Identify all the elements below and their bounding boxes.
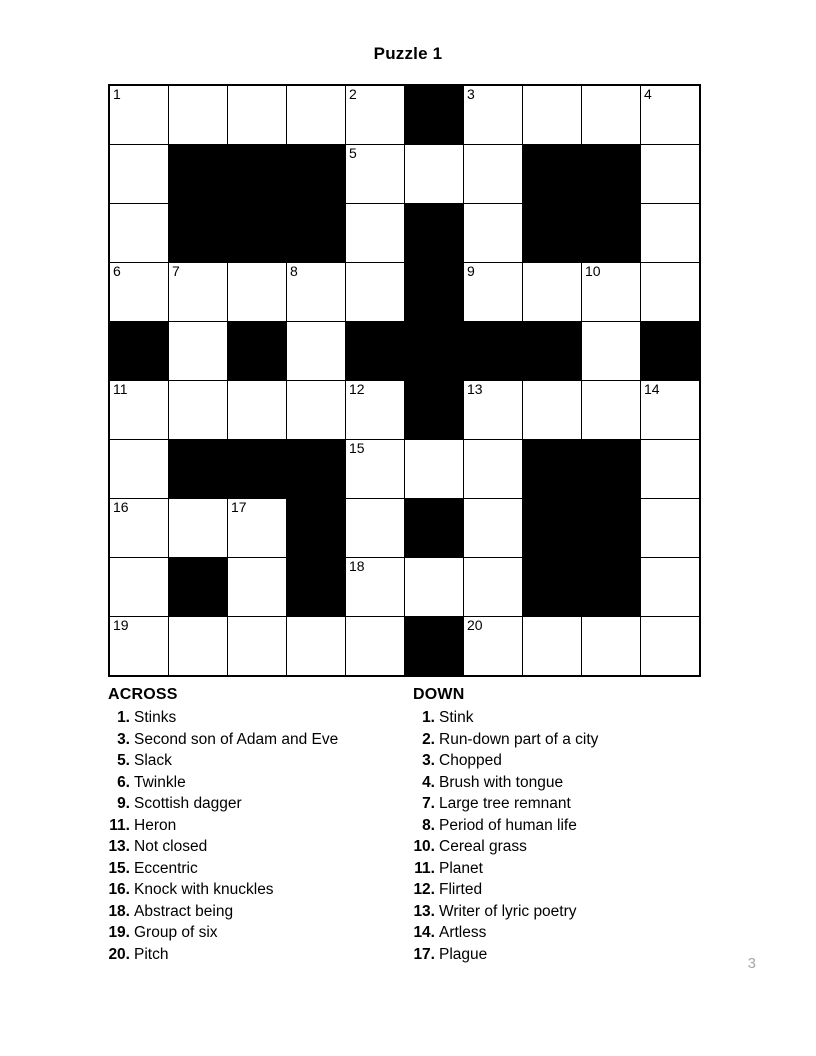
grid-cell-open[interactable]	[109, 499, 169, 558]
grid-cell-open[interactable]	[287, 85, 346, 145]
grid-cell-block	[287, 440, 346, 499]
grid-row	[109, 381, 700, 440]
grid-cell-block	[405, 322, 464, 381]
grid-cell-open[interactable]	[109, 558, 169, 617]
grid-cell-open[interactable]	[109, 617, 169, 677]
clue-number: 1.	[117, 709, 130, 726]
clue-text: Flirted	[439, 881, 483, 898]
grid-cell-open[interactable]	[228, 499, 287, 558]
grid-cell-open[interactable]	[346, 263, 405, 322]
clue-number: 1.	[422, 709, 435, 726]
page-title: Puzzle 1	[373, 44, 443, 63]
clue-number: 10.	[413, 838, 435, 855]
clue-item	[413, 750, 713, 772]
clue-item	[108, 944, 408, 966]
grid-cell-block	[405, 204, 464, 263]
grid-cell-open[interactable]	[641, 263, 701, 322]
clue-number: 4.	[422, 773, 435, 791]
grid-cell-open[interactable]	[109, 440, 169, 499]
clue-item	[413, 922, 713, 944]
clue-item	[108, 836, 408, 858]
grid-cell-open[interactable]	[346, 499, 405, 558]
clue-item	[413, 815, 713, 837]
grid-cell-open[interactable]	[464, 617, 523, 677]
grid-cell-number: 16	[113, 499, 129, 515]
clue-text: Eccentric	[134, 859, 198, 877]
grid-cell-number: 13	[467, 381, 483, 397]
down-heading: DOWN	[413, 686, 465, 703]
grid-cell-open[interactable]	[228, 85, 287, 145]
across-clue-list	[108, 707, 408, 965]
grid-cell-open[interactable]	[582, 85, 641, 145]
clue-text: Run-down part of a city	[439, 730, 599, 748]
grid-row	[109, 145, 700, 204]
clue-number: 7.	[422, 795, 435, 812]
grid-cell-block	[169, 204, 228, 263]
grid-cell-block	[405, 617, 464, 677]
crossword-grid-container	[108, 84, 701, 677]
grid-row	[109, 558, 700, 617]
grid-cell-block	[523, 499, 582, 558]
grid-cell-block	[523, 145, 582, 204]
grid-cell-block	[346, 322, 405, 381]
clue-number: 17.	[413, 945, 435, 963]
grid-cell-block	[523, 440, 582, 499]
grid-cell-number: 9	[467, 263, 475, 279]
clue-text: Slack	[134, 752, 172, 769]
clue-item	[413, 772, 713, 794]
clue-text: Cereal grass	[439, 838, 527, 855]
grid-cell-open[interactable]	[641, 440, 701, 499]
grid-cell-open[interactable]	[582, 263, 641, 322]
grid-cell-number: 1	[113, 86, 121, 102]
clue-text: Not closed	[134, 838, 208, 855]
grid-cell-open[interactable]	[287, 263, 346, 322]
grid-cell-block	[228, 145, 287, 204]
down-clue-list	[413, 707, 713, 965]
clue-text: Plague	[439, 945, 488, 963]
clue-number: 11.	[414, 859, 435, 877]
grid-row	[109, 263, 700, 322]
clue-text: Twinkle	[134, 773, 186, 791]
grid-cell-open[interactable]	[346, 558, 405, 617]
grid-cell-open[interactable]	[523, 263, 582, 322]
grid-row	[109, 204, 700, 263]
grid-cell-open[interactable]	[287, 381, 346, 440]
grid-row	[109, 617, 700, 677]
grid-cell-block	[523, 204, 582, 263]
grid-cell-number: 20	[467, 617, 483, 633]
grid-cell-block	[405, 381, 464, 440]
grid-cell-block	[405, 85, 464, 145]
grid-cell-open[interactable]	[169, 617, 228, 677]
across-clues-column	[108, 684, 408, 965]
grid-cell-block	[228, 204, 287, 263]
clue-number: 13.	[108, 838, 130, 855]
grid-cell-open[interactable]	[405, 440, 464, 499]
grid-cell-open[interactable]	[169, 85, 228, 145]
grid-cell-number: 4	[644, 86, 652, 102]
grid-cell-number: 14	[644, 381, 660, 397]
grid-cell-open[interactable]	[523, 85, 582, 145]
grid-cell-block	[287, 499, 346, 558]
grid-row	[109, 440, 700, 499]
clue-number: 6.	[117, 773, 130, 791]
clue-number: 16.	[108, 881, 130, 898]
clue-text: Artless	[439, 924, 487, 941]
grid-cell-open[interactable]	[464, 381, 523, 440]
grid-cell-number: 17	[231, 499, 247, 515]
down-clues-column	[413, 684, 713, 965]
grid-cell-open[interactable]	[641, 381, 701, 440]
grid-cell-block	[582, 440, 641, 499]
grid-cell-open[interactable]	[346, 145, 405, 204]
grid-cell-open[interactable]	[582, 381, 641, 440]
grid-cell-number: 12	[349, 381, 365, 397]
grid-cell-open[interactable]	[109, 381, 169, 440]
clue-number: 13.	[413, 902, 435, 920]
grid-cell-open[interactable]	[169, 263, 228, 322]
clue-text: Brush with tongue	[439, 773, 564, 791]
grid-cell-open[interactable]	[405, 145, 464, 204]
grid-cell-number: 6	[113, 263, 121, 279]
grid-cell-block	[169, 440, 228, 499]
grid-cell-open[interactable]	[169, 381, 228, 440]
grid-cell-block	[523, 558, 582, 617]
clue-item	[108, 729, 408, 751]
clue-text: Writer of lyric poetry	[439, 902, 577, 920]
clue-number: 20.	[108, 945, 130, 963]
clue-item	[413, 729, 713, 751]
grid-cell-open[interactable]	[228, 381, 287, 440]
clue-text: Heron	[134, 816, 177, 834]
clue-text: Group of six	[134, 924, 218, 941]
grid-cell-open[interactable]	[109, 204, 169, 263]
grid-cell-open[interactable]	[228, 263, 287, 322]
clue-number: 11.	[109, 816, 130, 834]
grid-cell-open[interactable]	[169, 499, 228, 558]
grid-cell-open[interactable]	[641, 85, 701, 145]
grid-cell-open[interactable]	[523, 617, 582, 677]
grid-cell-open[interactable]	[464, 440, 523, 499]
grid-cell-block	[228, 322, 287, 381]
grid-cell-open[interactable]	[109, 145, 169, 204]
grid-cell-open[interactable]	[464, 85, 523, 145]
grid-cell-open[interactable]	[346, 617, 405, 677]
clue-item	[108, 793, 408, 815]
clue-number: 19.	[108, 924, 130, 941]
clue-number: 15.	[108, 859, 130, 877]
across-heading: ACROSS	[108, 686, 178, 703]
grid-cell-open[interactable]	[523, 381, 582, 440]
clue-item	[413, 793, 713, 815]
clue-item	[413, 836, 713, 858]
clue-text: Chopped	[439, 752, 502, 769]
clue-item	[413, 879, 713, 901]
grid-row	[109, 322, 700, 381]
grid-cell-open[interactable]	[641, 499, 701, 558]
grid-cell-open[interactable]	[169, 322, 228, 381]
grid-row	[109, 85, 700, 145]
clue-item	[108, 901, 408, 923]
grid-cell-block	[405, 499, 464, 558]
grid-cell-block	[169, 145, 228, 204]
clue-text: Knock with knuckles	[134, 881, 274, 898]
grid-cell-number: 15	[349, 440, 365, 456]
grid-cell-open[interactable]	[346, 204, 405, 263]
clue-text: Second son of Adam and Eve	[134, 730, 339, 748]
grid-cell-open[interactable]	[641, 145, 701, 204]
grid-cell-block	[287, 204, 346, 263]
grid-cell-block	[109, 322, 169, 381]
grid-cell-block	[641, 322, 701, 381]
grid-cell-open[interactable]	[582, 322, 641, 381]
clue-item	[413, 858, 713, 880]
grid-cell-number: 11	[113, 381, 128, 397]
clue-number: 14.	[413, 924, 435, 941]
crossword-grid	[108, 84, 701, 677]
grid-cell-open[interactable]	[464, 558, 523, 617]
grid-cell-block	[464, 322, 523, 381]
clue-item	[413, 707, 713, 729]
grid-cell-open[interactable]	[109, 85, 169, 145]
page-number: 3	[747, 955, 756, 972]
grid-row	[109, 499, 700, 558]
grid-cell-block	[228, 440, 287, 499]
grid-cell-open[interactable]	[287, 617, 346, 677]
clue-item	[413, 944, 713, 966]
grid-cell-block	[169, 558, 228, 617]
clue-item	[108, 879, 408, 901]
grid-cell-open[interactable]	[228, 558, 287, 617]
clue-item	[108, 858, 408, 880]
grid-cell-block	[523, 322, 582, 381]
grid-cell-open[interactable]	[641, 617, 701, 677]
clue-item	[108, 815, 408, 837]
grid-cell-number: 2	[349, 86, 357, 102]
grid-cell-block	[287, 145, 346, 204]
grid-cell-number: 8	[290, 263, 298, 279]
clue-text: Stink	[439, 709, 474, 726]
grid-cell-number: 3	[467, 86, 475, 102]
grid-cell-number: 19	[113, 617, 129, 633]
clue-number: 3.	[117, 730, 130, 748]
grid-cell-block	[405, 263, 464, 322]
grid-cell-open[interactable]	[641, 558, 701, 617]
clue-text: Scottish dagger	[134, 795, 242, 812]
grid-cell-open[interactable]	[464, 145, 523, 204]
clue-item	[108, 707, 408, 729]
grid-cell-open[interactable]	[287, 322, 346, 381]
grid-cell-open[interactable]	[346, 381, 405, 440]
clue-number: 12.	[413, 881, 435, 898]
grid-cell-number: 10	[585, 263, 601, 279]
grid-cell-number: 7	[172, 263, 180, 279]
clue-number: 5.	[117, 752, 130, 769]
clue-text: Pitch	[134, 945, 169, 963]
grid-cell-open[interactable]	[464, 499, 523, 558]
clue-text: Period of human life	[439, 816, 577, 834]
clue-text: Planet	[439, 859, 483, 877]
grid-cell-open[interactable]	[346, 440, 405, 499]
clue-item	[108, 750, 408, 772]
clue-item	[108, 772, 408, 794]
grid-cell-block	[287, 558, 346, 617]
clue-text: Large tree remnant	[439, 795, 571, 812]
grid-cell-block	[582, 204, 641, 263]
clue-text: Stinks	[134, 709, 177, 726]
clue-number: 2.	[422, 730, 435, 748]
grid-cell-number: 5	[349, 145, 357, 161]
grid-cell-open[interactable]	[228, 617, 287, 677]
grid-cell-open[interactable]	[464, 263, 523, 322]
clue-text: Abstract being	[134, 902, 234, 920]
grid-cell-open[interactable]	[464, 204, 523, 263]
clue-number: 3.	[422, 752, 435, 769]
grid-cell-block	[582, 499, 641, 558]
clue-number: 9.	[117, 795, 130, 812]
clue-item	[108, 922, 408, 944]
grid-cell-open[interactable]	[346, 85, 405, 145]
grid-cell-block	[582, 558, 641, 617]
grid-cell-open[interactable]	[405, 558, 464, 617]
clue-number: 8.	[422, 816, 435, 834]
grid-cell-number: 18	[349, 558, 365, 574]
clue-number: 18.	[108, 902, 130, 920]
grid-cell-open[interactable]	[109, 263, 169, 322]
grid-cell-open[interactable]	[582, 617, 641, 677]
grid-cell-block	[582, 145, 641, 204]
grid-cell-open[interactable]	[641, 204, 701, 263]
clue-item	[413, 901, 713, 923]
